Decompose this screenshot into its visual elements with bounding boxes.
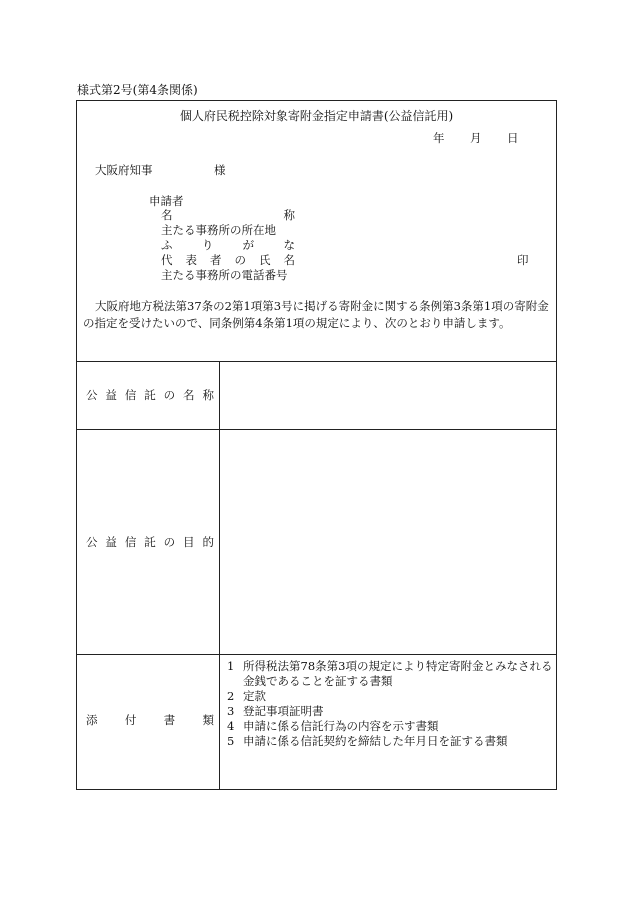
- item-text: 所得税法第78条第3項の規定により特定寄附金とみなされる金銭であることを証する書類: [243, 659, 553, 688]
- char: の: [163, 535, 176, 549]
- char: 公: [86, 388, 98, 402]
- char: 付: [124, 713, 137, 727]
- char: の: [163, 388, 176, 402]
- addressee-honorific: 様: [214, 163, 226, 177]
- char: 添: [86, 713, 98, 727]
- item-text: 定款: [243, 689, 266, 703]
- list-item: [227, 689, 553, 704]
- item-number: 4: [227, 719, 235, 733]
- seal-mark: 印: [517, 253, 529, 267]
- item-number: 3: [227, 704, 235, 718]
- row-divider: [77, 654, 556, 655]
- char: 代: [161, 253, 173, 267]
- item-text: 申請に係る信託行為の内容を示す書類: [243, 719, 439, 733]
- char: 託: [144, 388, 156, 402]
- list-item: [227, 659, 553, 689]
- furigana-label: [161, 238, 295, 252]
- item-number: 1: [227, 659, 235, 673]
- trust-name-label: [86, 388, 214, 402]
- trust-name-field[interactable]: [220, 362, 556, 429]
- applicant-heading: 申請者: [149, 194, 184, 208]
- list-item: [227, 734, 553, 749]
- list-item: [227, 719, 553, 734]
- char: 名: [283, 253, 295, 267]
- char: 公: [86, 535, 98, 549]
- char: 類: [202, 713, 214, 727]
- char: 称: [283, 208, 295, 222]
- char: 信: [124, 535, 137, 549]
- char: 的: [202, 535, 214, 549]
- date-year-label: 年: [433, 131, 445, 145]
- trust-purpose-field[interactable]: [220, 430, 556, 654]
- char: ふ: [161, 238, 173, 252]
- attachments-list: [227, 659, 553, 749]
- item-text: 申請に係る信託契約を締結した年月日を証する書類: [243, 734, 508, 748]
- application-form: [76, 100, 557, 790]
- char: 益: [105, 535, 117, 549]
- char: 託: [144, 535, 156, 549]
- char: 書: [163, 713, 176, 727]
- office-address-label: 主たる事務所の所在地: [161, 223, 276, 237]
- form-title: 個人府民税控除対象寄附金指定申請書(公益信託用): [179, 109, 454, 123]
- char: が: [242, 238, 255, 252]
- char: 信: [124, 388, 137, 402]
- char: 名: [183, 388, 195, 402]
- date-month-label: 月: [470, 131, 482, 145]
- office-phone-label: 主たる事務所の電話番号: [161, 268, 288, 282]
- form-number-label: 様式第2号(第4条関係): [77, 83, 198, 97]
- date-day-label: 日: [507, 131, 519, 145]
- list-item: [227, 704, 553, 719]
- char: の: [234, 253, 246, 267]
- char: 氏: [259, 253, 271, 267]
- char: 益: [105, 388, 117, 402]
- representative-name-label: [161, 253, 295, 267]
- item-text: 登記事項証明書: [243, 704, 324, 718]
- addressee-name: 大阪府知事: [95, 163, 153, 177]
- char: 者: [210, 253, 222, 267]
- char: 目: [183, 535, 195, 549]
- char: 名: [161, 208, 173, 222]
- request-statement: 大阪府地方税法第37条の2第1項第3号に掲げる寄附金に関する条例第3条第1項の寄附金の指定を受けたいので、同条例第4条第1項の規定により、次のとおり申請します。: [83, 299, 549, 330]
- char: 称: [202, 388, 214, 402]
- item-number: 2: [227, 689, 235, 703]
- attachments-label: [86, 713, 214, 727]
- trust-purpose-label: [86, 535, 214, 549]
- char: 表: [185, 253, 197, 267]
- applicant-name-label: [161, 208, 295, 222]
- char: り: [201, 238, 214, 252]
- item-number: 5: [227, 734, 235, 748]
- char: な: [283, 238, 295, 252]
